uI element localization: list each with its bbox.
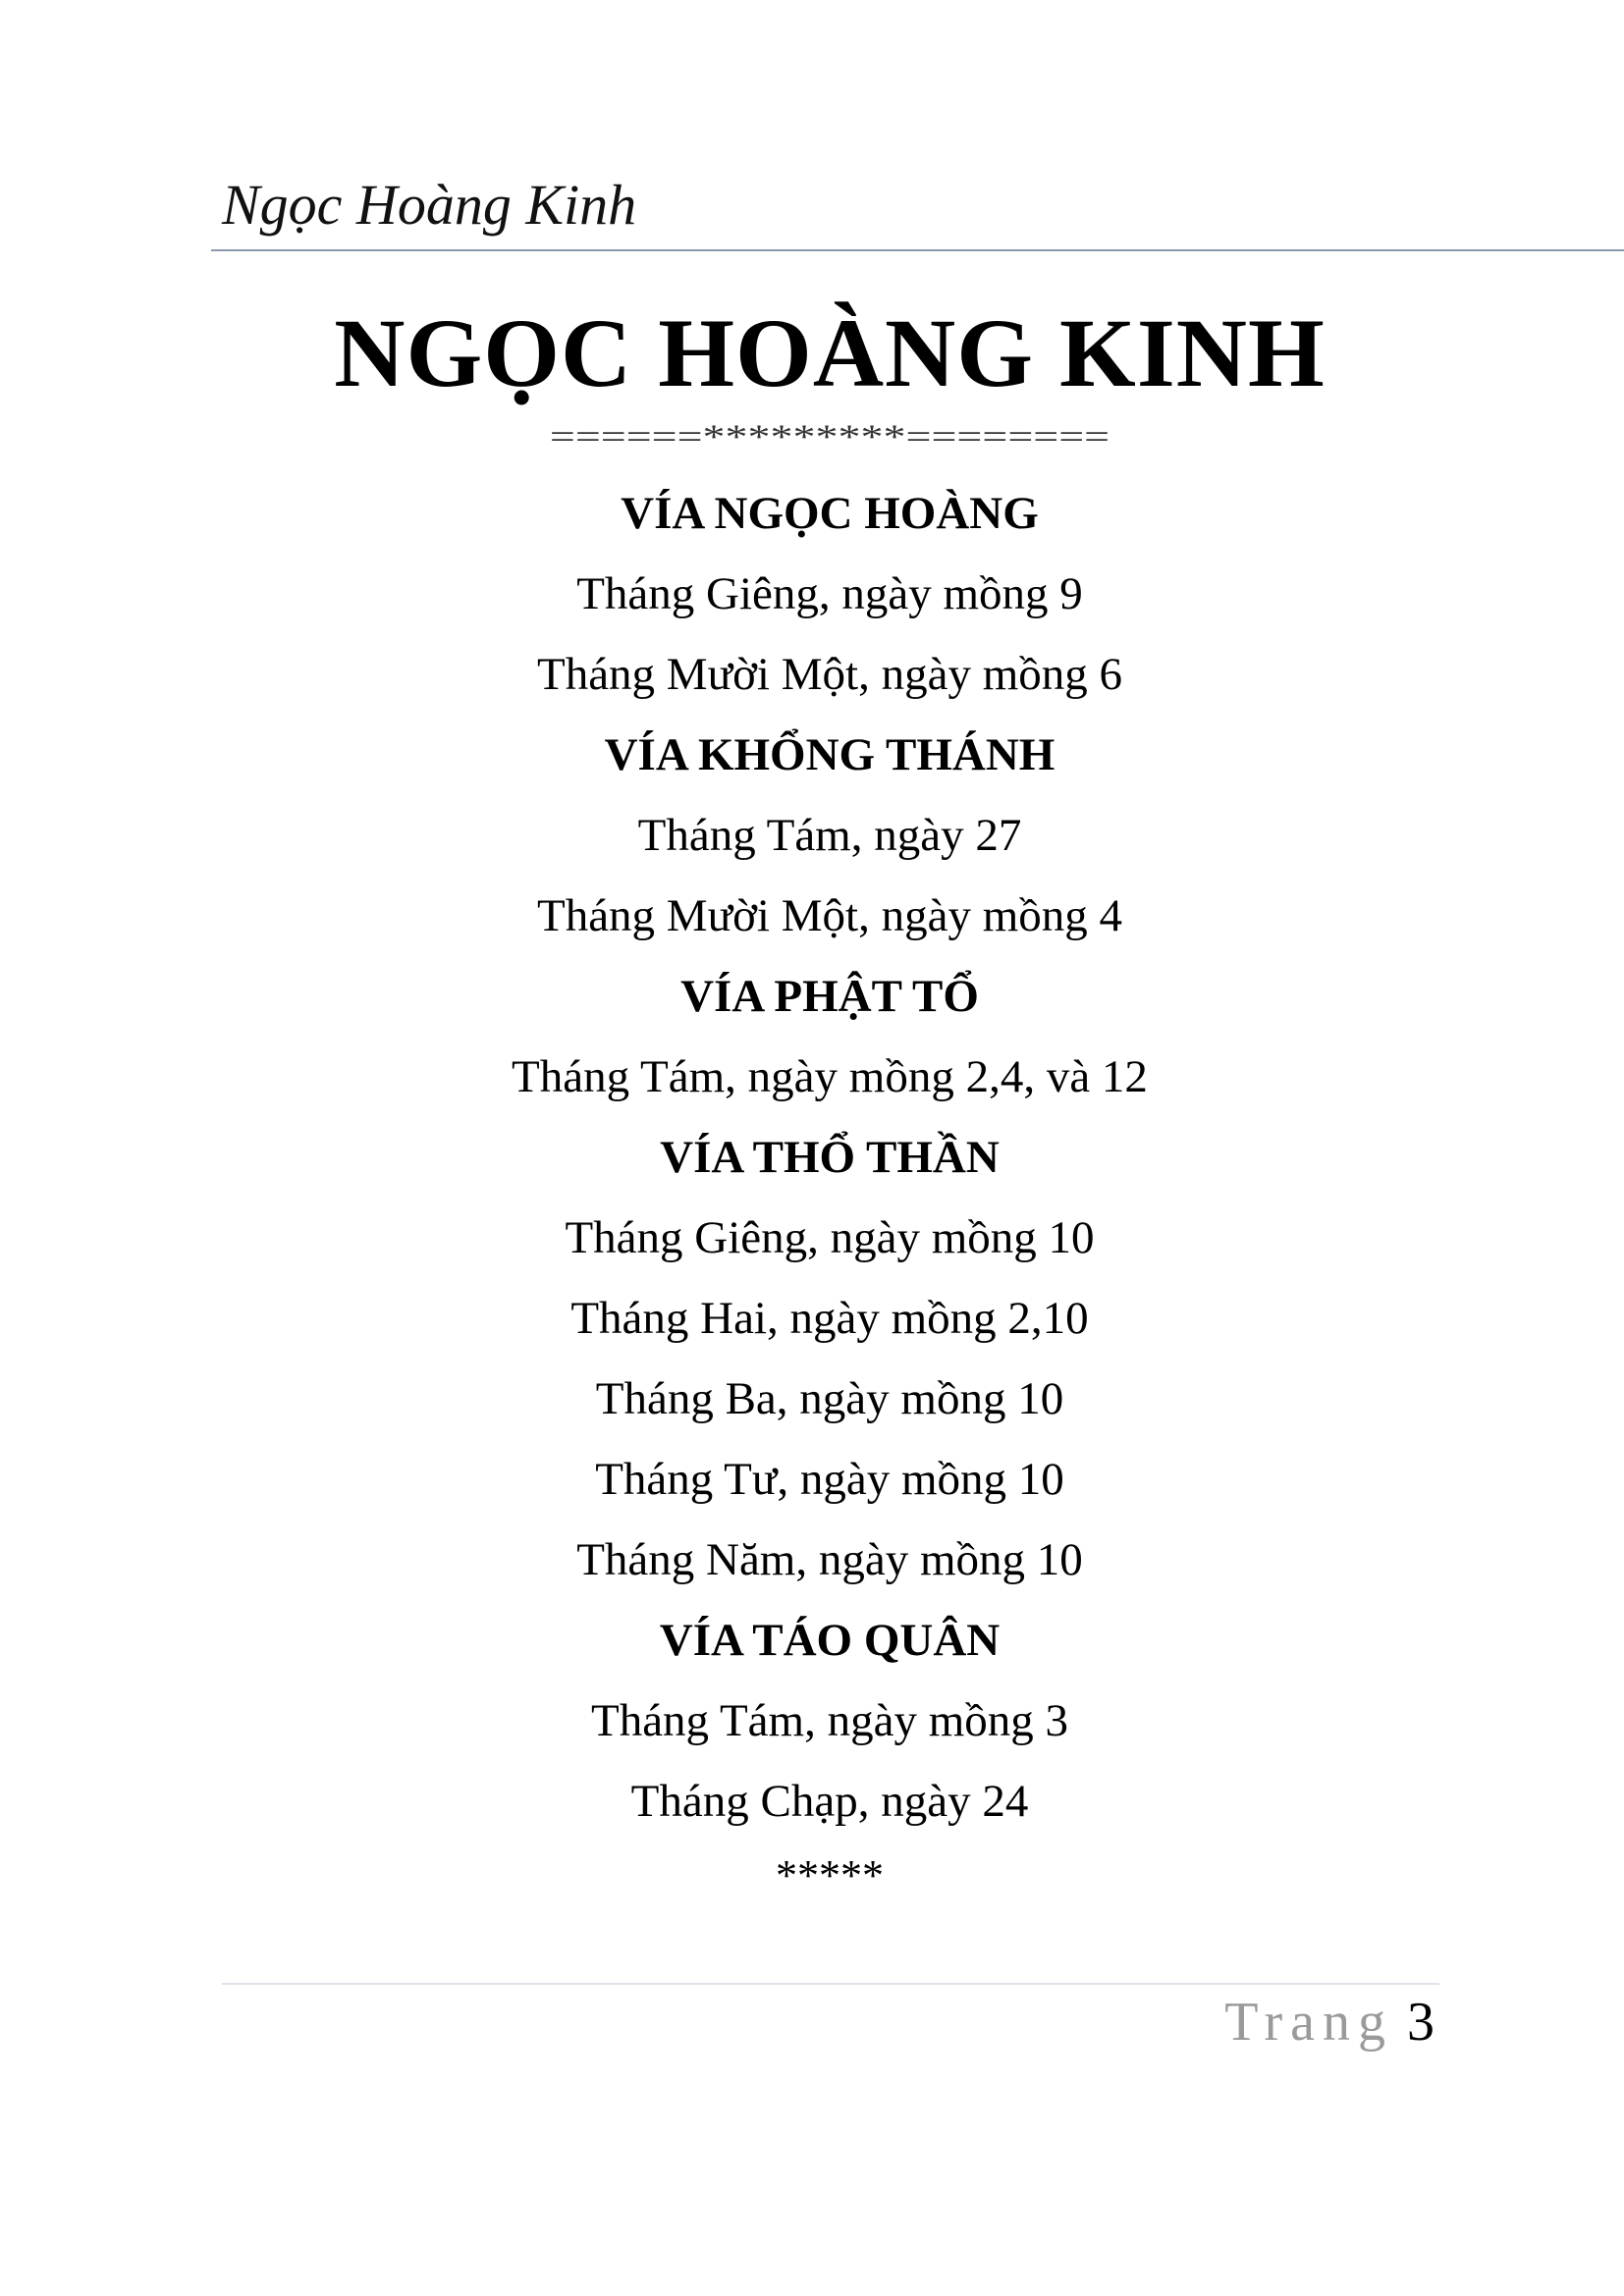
section-via-tao-quan (0, 1600, 1624, 1842)
section-via-phat-to (0, 956, 1624, 1117)
document-title: NGỌC HOÀNG KINH (334, 298, 1326, 407)
footer-divider (222, 1983, 1439, 1985)
section-heading: VÍA KHỔNG THÁNH (604, 729, 1056, 780)
date-line: Tháng Hai, ngày mồng 2,10 (570, 1293, 1089, 1344)
date-line: Tháng Mười Một, ngày mồng 4 (536, 890, 1122, 941)
page-footer (1224, 1991, 1435, 2054)
section-heading: VÍA THỔ THẦN (660, 1132, 1000, 1183)
page-label: Trang (1224, 1992, 1393, 2053)
date-line: Tháng Ba, ngày mồng 10 (595, 1373, 1064, 1424)
date-line: Tháng Giêng, ngày mồng 10 (565, 1212, 1095, 1263)
date-line: Tháng Giêng, ngày mồng 9 (576, 568, 1083, 619)
date-line: Tháng Tám, ngày 27 (637, 810, 1022, 861)
end-mark: ***** (776, 1851, 884, 1899)
date-line: Tháng Tám, ngày mồng 3 (590, 1695, 1069, 1746)
section-heading: VÍA PHẬT TỔ (680, 971, 979, 1022)
page-number: 3 (1407, 1992, 1435, 2053)
date-line: Tháng Mười Một, ngày mồng 6 (536, 649, 1122, 700)
section-via-ngoc-hoang (0, 473, 1624, 715)
date-line: Tháng Năm, ngày mồng 10 (576, 1534, 1083, 1585)
section-via-khong-thanh (0, 715, 1624, 956)
running-header-title: Ngọc Hoàng Kinh (222, 173, 637, 237)
title-ornament: ======*********======== (549, 417, 1110, 455)
section-heading: VÍA TÁO QUÂN (659, 1615, 1001, 1666)
date-line: Tháng Tám, ngày mồng 2,4, và 12 (512, 1051, 1148, 1102)
header-divider (211, 249, 1624, 251)
page-content (0, 294, 1624, 1910)
date-line: Tháng Chạp, ngày 24 (630, 1776, 1029, 1827)
date-line: Tháng Tư, ngày mồng 10 (595, 1454, 1064, 1505)
section-heading: VÍA NGỌC HOÀNG (621, 488, 1039, 539)
section-via-tho-than (0, 1117, 1624, 1600)
